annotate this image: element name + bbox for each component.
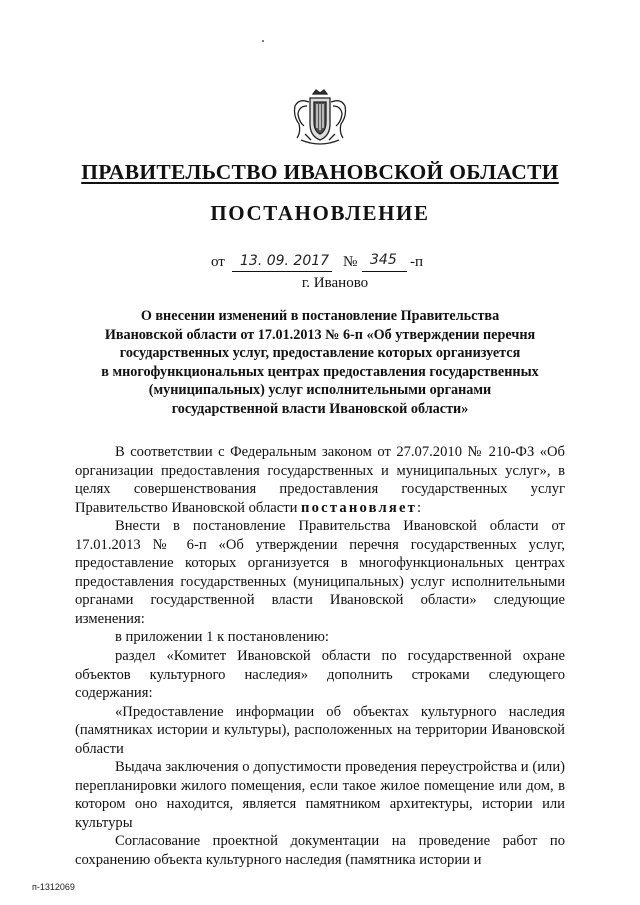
document-type-title: ПОСТАНОВЛЕНИЕ [210,201,430,225]
body-paragraph: в приложении 1 к постановлению: [115,629,329,646]
date-handwritten: 13. 09. 2017 [240,253,330,269]
body-paragraph: Выдача заключения о допустимости проведения переустройства и (или) перепланировки жилого помещения, если такое жилое помещение или дом, в котором оно находится, является памятником архитектуры, истории или культуры [75,759,565,831]
resolves-keyword: постановляет [301,499,418,516]
organization-title: ПРАВИТЕЛЬСТВО ИВАНОВСКОЙ ОБЛАСТИ [81,160,559,184]
subject-line: государственной власти Ивановской области» [171,400,469,417]
body-paragraph: раздел «Комитет Ивановской области по государственной охране объектов культурного наследия» дополнить строками следующего содержания: [75,648,565,702]
preamble-text: В соответствии с Федеральным законом от 27.07.2010 № 210-ФЗ «Об организации предоставления государственных и муниципальных услуг», в целях совершенствования предоставления государственных услуг Правительство Ивановской области [75,444,565,516]
body-paragraph: Согласование проектной документации на проведение работ по сохранению объекта культурного наследия (памятника истории и [75,833,565,869]
subject-line: О внесении изменений в постановление Правительства [140,308,500,324]
date-underline [232,271,332,272]
document-subject [75,307,565,419]
scan-speck [262,40,264,42]
body-paragraph: Внести в постановление Правительства Ивановской области от 17.01.2013 № 6-п «Об утверждении перечня государственных услуг, предоставление которых организуется в многофункциональных центрах предоставления государственных (муниципальных) услуг исполнительными органами государственной власти Ивановской области» следующие изменения: [75,518,565,627]
preamble-colon: : [417,499,422,516]
document-body [75,443,565,870]
subject-line: в многофункциональных центрах предоставления государственных [101,363,539,380]
city-line: г. Иваново [301,275,369,291]
body-paragraph-preamble [75,443,565,517]
number-handwritten: 345 [370,252,397,268]
number-underline [362,271,407,272]
subject-line: (муниципальных) услуг исполнительными органами [148,382,492,399]
body-paragraph: «Предоставление информации об объектах культурного наследия (памятниках истории и культуры), расположенных на территории Ивановской области [75,703,565,757]
coat-of-arms-emblem [291,88,349,148]
document-code: п-1312069 [32,882,75,892]
subject-line: Ивановской области от 17.01.2013 № 6-п «Об утверждении перечня [104,326,536,343]
number-suffix: -п [410,254,424,270]
number-sign: № [343,254,358,270]
date-prefix: от [211,254,225,270]
subject-line: государственных услуг, предоставление которых организуется [119,345,521,362]
